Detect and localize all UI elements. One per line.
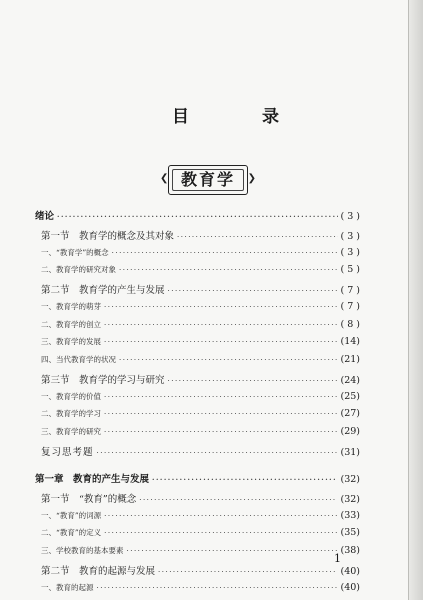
toc-entry-page: (31) [340,446,360,458]
toc-entry-title: 绪论 [35,211,55,222]
dot-leader [104,428,337,436]
toc-entry-title: 四、当代教育学的状况 [41,355,116,365]
toc-entry-title: 一、“教育学”的概念 [41,247,109,257]
dot-leader [139,496,337,504]
dot-leader [177,233,337,241]
page-edge [408,0,423,600]
dot-leader [57,212,337,221]
dot-leader [104,410,337,418]
book-title-badge [160,165,256,195]
dot-leader [104,321,338,329]
page-number: 1 [334,552,341,565]
toc-entry-page: (21) [340,354,360,366]
dot-leader [97,449,338,457]
toc-entry-page: (33) [340,509,360,521]
toc-entry-title: 二、教育学的创立 [41,319,101,329]
toc-subsection-entry[interactable] [35,582,360,600]
toc-entry-title: 一、教育学的萌芽 [41,301,101,311]
toc-section-entry[interactable] [35,372,360,391]
toc-entry-page: (14) [340,336,360,348]
toc-section-entry[interactable] [35,563,360,582]
toc-subsection-entry[interactable] [35,354,360,372]
toc-chapter-entry[interactable] [35,471,360,491]
toc-gap [35,463,360,471]
toc-subsection-entry[interactable] [35,527,360,545]
toc-entry-title: 复习思考题 [41,446,94,458]
toc-entry-page: ( 3 ) [340,231,360,242]
toc-entry-title: 第一节 教育学的概念及其对象 [41,231,175,242]
toc-entry-title: 三、学校教育的基本要素 [41,546,124,556]
toc-entry-page: ( 7 ) [340,285,360,297]
toc-section-entry[interactable] [35,282,360,301]
toc-entry-title: 第二节 教育学的产生与发展 [41,285,165,297]
toc-entry-page: (32) [340,473,360,485]
dot-leader [104,338,337,346]
toc-subsection-entry[interactable] [35,545,360,563]
toc-section-entry[interactable] [35,228,360,247]
toc-entry-page: (25) [340,390,360,402]
toc-subsection-entry[interactable] [35,247,360,265]
ornament-left-icon: ❮ [160,173,169,184]
toc-entry-title: 一、教育的起源 [41,582,94,592]
dot-leader [127,547,338,555]
toc-review-entry[interactable] [35,444,360,463]
book-title: 教育学 [180,170,235,189]
dot-leader [168,287,338,295]
dot-leader [119,266,338,274]
ornament-right-icon: ❯ [247,173,256,184]
toc-subsection-entry[interactable] [35,301,360,319]
toc-entry-title: 三、教育学的发展 [41,337,101,347]
toc-entry-title: 一、“教育”的词源 [41,510,102,520]
toc-entry-title: 二、教育学的学习 [41,409,101,419]
toc-entry-title: 第二节 教育的起源与发展 [41,565,156,577]
toc-entry-page: ( 7 ) [340,300,360,312]
toc-subsection-entry[interactable] [35,426,360,444]
dot-leader [104,512,337,520]
toc-entry-page: (32) [340,493,360,505]
toc-entry-page: ( 5 ) [340,264,360,276]
dot-leader [104,529,337,537]
toc-entry-page: ( 3 ) [340,211,360,222]
toc-entry-title: 第三节 教育学的学习与研究 [41,374,165,386]
dot-leader [158,568,337,576]
toc-entry-page: ( 3 ) [340,246,360,258]
toc-entry-page: ( 8 ) [340,318,360,330]
toc-entry-title: 第一章 教育的产生与发展 [35,473,150,485]
toc-entry-page: (40) [340,565,360,577]
dot-leader [119,356,337,364]
table-of-contents [35,208,360,599]
toc-entry-page: (35) [340,527,360,539]
toc-subsection-entry[interactable] [35,391,360,409]
toc-chapter-entry[interactable] [35,208,360,228]
toc-entry-title: 二、“教育”的定义 [41,528,102,538]
toc-entry-title: 一、教育学的价值 [41,391,101,401]
toc-subsection-entry[interactable] [35,510,360,528]
toc-subsection-entry[interactable] [35,336,360,354]
toc-entry-page: (38) [340,545,360,557]
toc-entry-page: (40) [340,581,360,593]
toc-entry-page: (24) [340,374,360,386]
dot-leader [104,303,338,311]
dot-leader [97,584,338,592]
toc-subsection-entry[interactable] [35,264,360,282]
toc-entry-title: 三、教育学的研究 [41,427,101,437]
toc-entry-page: (27) [340,408,360,420]
page-title: 目 录 [172,107,307,127]
dot-leader [104,393,337,401]
toc-subsection-entry[interactable] [35,319,360,337]
toc-entry-title: 第一节 “教育”的概念 [41,493,137,505]
toc-entry-title: 二、教育学的研究对象 [41,265,116,275]
dot-leader [168,377,338,385]
toc-entry-page: (29) [340,426,360,438]
dot-leader [152,475,337,484]
toc-section-entry[interactable] [35,491,360,510]
toc-subsection-entry[interactable] [35,408,360,426]
dot-leader [112,249,338,257]
